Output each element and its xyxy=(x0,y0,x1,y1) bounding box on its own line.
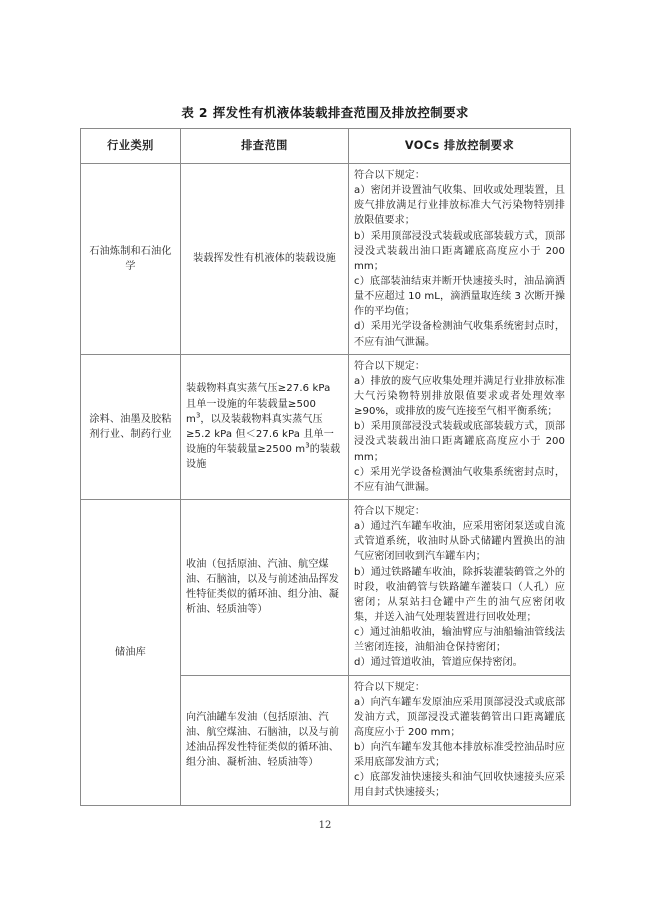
requirement-line: c）通过油船收油，输油臂应与油船输油管线法兰密闭连接，油船油仓保持密闭； xyxy=(354,627,565,654)
requirement-line: a）排放的废气应收集处理并满足行业排放标准大气污染物特别排放限值要求或者处理效率≥90%，或排放的废气连接至气相平衡系统； xyxy=(354,375,565,418)
requirement-line: b）通过铁路罐车收油，除拆装灌装鹤管之外的时段，收油鹤管与铁路罐车灌装口（人孔）应密闭；从泵站扫仓罐中产生的油气应密闭收集，并送入油气处理装置进行回收处理； xyxy=(354,566,565,623)
requirement-line: c）采用光学设备检测油气收集系统密封点时，不应有油气泄漏。 xyxy=(354,466,565,493)
requirement-line: c）底部装油结束并断开快速接头时，油品滴洒量不应超过 10 mL，滴洒量取连续 3 次断开操作的平均值； xyxy=(354,275,565,318)
requirement-line: b）向汽车罐车发其他本排放标准受控油品时应采用底部发油方式； xyxy=(354,742,565,769)
requirement-line: a）密闭并设置油气收集、回收或处理装置，且废气排放满足行业排放标准大气污染物特别排放限值要求； xyxy=(354,185,565,227)
table-caption xyxy=(0,103,650,121)
header-industry-category: 行业类别 xyxy=(81,129,181,164)
cell-inspection-scope: 收油（包括原油、汽油、航空煤油、石脑油，以及与前述油品挥发性特征类似的循环油、组分油、凝析油、轻质油等） xyxy=(181,499,349,675)
cell-inspection-scope: 向汽油罐车发油（包括原油、汽油、航空煤油、石脑油，以及与前述油品挥发性特征类似的循环油、组分油、凝析油、轻质油等） xyxy=(181,675,349,805)
requirement-line: 符合以下规定： xyxy=(354,505,426,517)
table-row xyxy=(81,354,571,499)
cell-inspection-scope: 装载物料真实蒸气压≥27.6 kPa 且单一设施的年装载量≥500 $m^3$，以及装载物料真实蒸气压≥5.2 kPa 但＜27.6 kPa 且单一设施的年装载量≥2500 $m^3$的装载设施 xyxy=(181,354,349,499)
requirement-line: b）采用顶部浸没式装载或底部装载方式，顶部浸没式装载出油口距离罐底高度应小于 200 mm； xyxy=(354,421,565,463)
cell-industry-category: 石油炼制和石油化学 xyxy=(81,164,181,355)
requirement-line: c）底部发油快速接头和油气回收快速接头应采用自封式快速接头； xyxy=(354,772,565,799)
requirement-line: 符合以下规定： xyxy=(354,681,426,693)
cell-vocs-requirement xyxy=(349,499,571,675)
requirement-line: d）通过管道收油，管道应保持密闭。 xyxy=(354,657,523,669)
table-row xyxy=(81,164,571,355)
cell-industry-category: 涂料、油墨及胶粘剂行业、制药行业 xyxy=(81,354,181,499)
header-vocs-control-requirement: VOCs 排放控制要求 xyxy=(349,129,571,164)
cell-vocs-requirement xyxy=(349,354,571,499)
page-number: 12 xyxy=(318,820,332,831)
table-caption-number: 表 2 xyxy=(181,105,208,120)
cell-vocs-requirement xyxy=(349,164,571,355)
cell-vocs-requirement xyxy=(349,675,571,805)
table-header-row xyxy=(81,129,571,164)
cell-inspection-scope: 装载挥发性有机液体的装载设施 xyxy=(181,164,349,355)
header-inspection-scope: 排查范围 xyxy=(181,129,349,164)
table-row xyxy=(81,499,571,675)
requirement-line: a）向汽车罐车发原油应采用顶部浸没式或底部发油方式，顶部浸没式灌装鹤管出口距离罐底高度应小于 200 mm； xyxy=(354,696,565,738)
requirement-line: d）采用光学设备检测油气收集系统密封点时，不应有油气泄漏。 xyxy=(354,321,565,348)
requirement-line: a）通过汽车罐车收油，应采用密闭泵送或自流式管道系统，收油时从卧式储罐内置换出的油气应密闭回收到汽车罐车内； xyxy=(354,521,565,563)
cell-industry-category: 储油库 xyxy=(81,499,181,805)
requirement-line: 符合以下规定： xyxy=(354,360,426,372)
table-caption-text: 挥发性有机液体装载排查范围及排放控制要求 xyxy=(212,105,469,120)
voc-requirements-table xyxy=(80,128,571,806)
requirement-line: b）采用顶部浸没式装载或底部装载方式，顶部浸没式装载出油口距离罐底高度应小于 200 mm； xyxy=(354,230,565,272)
requirement-line: 符合以下规定： xyxy=(354,170,426,181)
